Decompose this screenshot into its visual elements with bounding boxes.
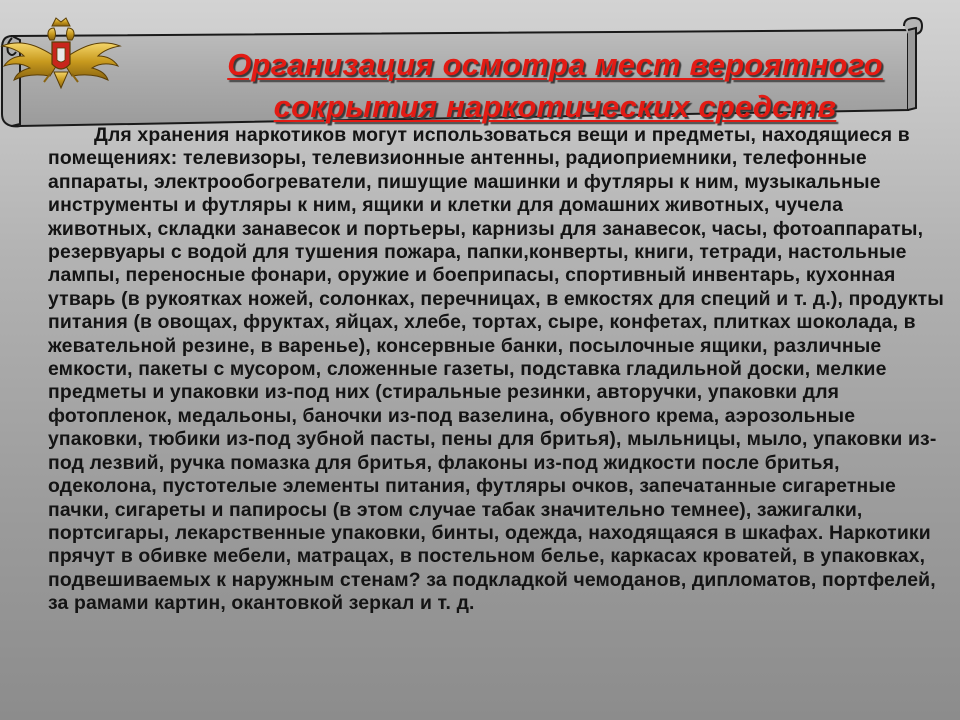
body-paragraph: Для хранения наркотиков могут использоваться вещи и предметы, находящиеся в помещениях: телевизоры, телевизионные антенны, радиоприемники, телефонные аппараты, электрообогреватели, пишущие машинки и футляры к ним, музыкальные инструменты и футляры к ним, ящики и клетки для домашних животных, чучела животных, складки занавесок и портьеры, карнизы для занавесок, часы, фотоаппараты, резервуары с водой для тушения пожара, папки,конверты, книги, тетради, настольные лампы, переносные фонари, оружие и боеприпасы, спортивный инвентарь, кухонная утварь (в рукоятках ножей, солонках, перечницах, в емкостях для специй и т. д.), продукты питания (в овощах, фруктах, яйцах, хлебе, тортах, сыре, конфетах, плитках шоколада, в жевательной резине, в варенье), консервные банки, посылочные ящики, различные емкости, пакеты с мусором, сложенные газеты, подставка гладильной доски, мелкие предметы и упаковки из-под них (стиральные резинки, авторучки, упаковки для фотопленок, медальоны, баночки из-под вазелина, обувного крема, аэрозольные упаковки, тюбики из-под зубной пасты, пены для бритья), мыльницы, мыло, упаковки из-под лезвий, ручка помазка для бритья, флаконы из-под жидкости после бритья, одеколона, пустотелые элементы питания, футляры очков, запечатанные сигаретные пачки, сигареты и папиросы (в этом случае табак значительно темнее), зажигалки, портсигары, лекарственные упаковки, бинты, одежда, находящаяся в шкафах. Наркотики прячут в обивке мебели, матрацах, в постельном белье, каркасах кроватей, в упаковках, подвешиваемых к наружным стенам? за подкладкой чемоданов, дипломатов, портфелей, за рамами картин, окантовкой зеркал и т. д.	[48, 124, 945, 615]
double-headed-eagle-emblem-icon	[0, 16, 122, 102]
slide-title	[170, 44, 940, 128]
title-line-1: Организация осмотра мест вероятного	[227, 47, 883, 82]
title-scroll-banner	[0, 16, 960, 136]
title-line-2: сокрытия наркотических средств	[273, 89, 837, 124]
